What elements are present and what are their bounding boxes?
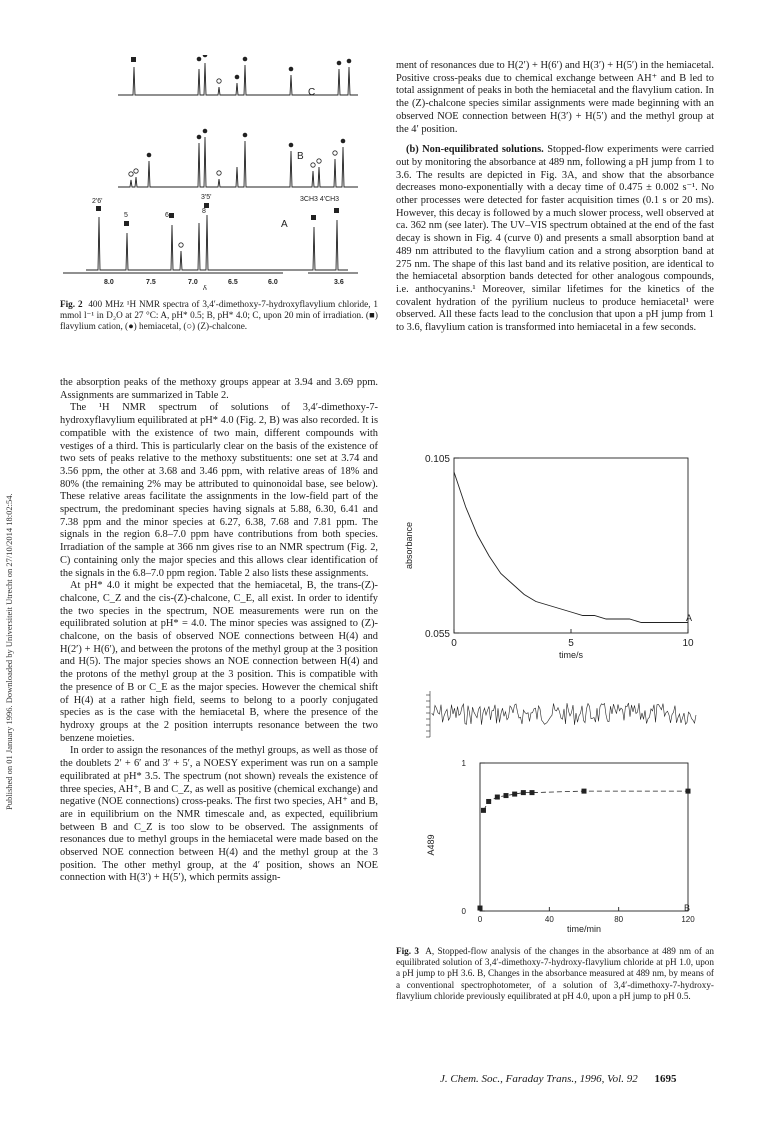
chalcone-marker [129,172,133,176]
left-paragraph-1: the absorption peaks of the methoxy groups appear at 3.94 and 3.69 ppm. Assignments are summarized in Table 2. [60,377,378,401]
tick-7-0: 7.0 [188,279,198,286]
figure-2-label: Fig. 2 [60,299,83,309]
y-axis-label: A489 [426,834,436,856]
tick-6-0: 6.0 [268,279,278,286]
data-point [478,906,483,911]
peak-label-2-6: 2'6' [92,198,103,205]
y-tick-label: 0.055 [424,629,450,640]
journal-citation: J. Chem. Soc., Faraday Trans., 1996, Vol. 92 [440,1073,638,1085]
right-paragraph-2: Stopped-flow experiments were carried out by monitoring the absorbance at 489 nm, following a pH jump from 1 to 3.6. The results are depicted in Fig. 3A, and show that the absorbance decreases mono-exponentially with a decay time of 0.475 ± 0.002 s⁻¹. No other processes were detected for faster acquisition times (0.1 s or 20 ms). However, this decay is followed by a much slower process, well observed at ca. 362 nm (see later). The UV–VIS spectrum obtained at the end of the fast decay is shown in Fig. 4 (curve 0) and presents a small absorption band at 489 nm attributed to the flavylium cation and a strong absorption band at 275 nm. The shape of this last band and its relative position, are identical to the hemiacetal absorption bands detected for other analogous compounds, i.e. anthocyanins.¹ Moreover, similar lifetimes for the kinetics of the covalent hydration of the pyrilium nucleus to produce hemiacetal¹ were observed. All these facts lead to the conclusion that upon a pH jump from 1 to 3.6, flavylium cation is transformed into hemiacetal in a few seconds. [396,144,715,334]
chart-3a-svg [396,448,716,678]
peak-label-8: 8 [202,208,206,215]
chart-3a-frame [454,458,688,633]
y-tick-label: 0 [461,907,466,916]
hemiacetal-marker [197,57,202,62]
peak-label-methyl: 3CH3 4'CH3 [300,196,340,203]
noise-trace [432,703,696,725]
figure-3a-chart [396,448,716,678]
section-heading-non-equilibrated: (b) Non-equilibrated solutions. [406,144,544,156]
x-tick-label: 40 [544,915,554,924]
peak-label-6: 6 [165,212,169,219]
figure-3-caption [396,946,714,1002]
tick-7-5: 7.5 [146,279,156,286]
cation-marker [131,57,136,62]
figure-3-caption-text: A, Stopped-flow analysis of the changes in the absorbance at 489 nm of an equilibrated solution of 3,4′-dimethoxy-7-hydroxy-flavylium chloride at pH 1.0, upon a pH jump to pH 3.6. B, Changes in the absorbance measured at 489 nm, by means of a conventional spectrophotometer, of a solution of 3,4′-dimethoxy-7-hydroxy-flavylium chloride previously equilibrated at pH 4.0, upon a pH jump to pH 0.5. [396,946,714,1001]
x-axis-label: time/min [566,924,602,934]
nmr-spectra-svg [58,55,378,290]
left-paragraph-4: In order to assign the resonances of the methyl groups, as well as those of the doublets 2′ + 6′ and 3′ + 5′, a NOESY experiment was run on a sample equilibrated at pH* 3.5. The spectrum (not shown) reveals the existence of three species, AH⁺, B and C_Z, as well as positive (chemical exchange) and negative (NOE connections) cross-peaks. The first two species, AH⁺ and B, are in equilibrium on the NMR timescale and, as expected, equilibrium between B and C_Z is too slow to be observed. The assignments of resonances due to methyl groups in the hemiacetal were made based on the observed NOE connection between H(4) and the methyl group at the 3 position. The other methyl group, at the 4′ position, shows an NOE connection with H(3′) + H(5′), which permits assign- [60,745,378,884]
left-paragraph-2: The ¹H NMR spectrum of solutions of 3,4′-dimethoxy-7-hydroxyflavylium equilibrated at pH* 4.0 (Fig. 2, B) was also recorded. It is compatible with the existence of two main, different compounds with vestiges of a third. This is particularly clear on the basis of the existence of two sets of peaks relative to the methoxy substituents: one set at 3.74 and 3.56 ppm, the other at 3.68 and 3.46 ppm, with relative areas of 18% and 80% (the remaining 2% may be attributed to quinonoidal base, see below). These relative areas facilitate the assignments in the low-field part of the spectrum, the predominant species having signals at 5.88, 6.30, 6.41 and 7.38 ppm and the minor species at 6.27, 6.38, 7.68 and 7.81 ppm. The signals in the region 6.8–7.0 ppm have contributions from both species. Irradiation of the sample at 366 nm gives rise to an NMR spectrum (Fig. 2, C) containing only the major species and this allows clear identification of the signals in the 6.8–7.0 ppm region. Table 2 also lists these assignments. [60,402,378,579]
panel-label-b: B [684,903,691,913]
y-axis-label: absorbance [404,521,414,570]
page-footer [440,1073,676,1085]
tick-3-6: 3.6 [334,279,344,286]
x-tick-label: 0 [477,915,483,924]
trace-label-c: C [308,87,316,98]
tick-8-0: 8.0 [104,279,114,286]
x-axis-label: time/s [558,650,584,660]
left-column-text [60,377,378,885]
chart-3b-frame [480,763,691,913]
x-tick-label: 80 [614,915,624,924]
trace-label-b: B [297,151,304,162]
trace-b [118,137,358,187]
download-notice [4,160,16,810]
y-tick-label: 1 [461,759,466,768]
right-paragraph-1: ment of resonances due to H(2′) + H(6′) and H(3′) + H(5′) in the hemiacetal. Positive cross-peaks due to chemical exchange between AH⁺ and B led to total assignment of peaks in both the hemiacetal and the flavylium cation. In the (Z)-chalcone species similar assignments were made beginning with an observed NOE connection between H(3′) + H(5′) and the methyl group at the 4′ position. [396,60,714,135]
page-number: 1695 [654,1073,677,1085]
tick-6-5: 6.5 [228,279,238,286]
stopped-flow-noise-inset [426,691,696,737]
trace-label-a: A [281,219,288,230]
x-tick-label: 0 [451,638,457,649]
x-tick-label: 120 [681,915,695,924]
delta-axis-label: δ [203,284,207,290]
left-paragraph-3: At pH* 4.0 it might be expected that the hemiacetal, B, the trans-(Z)-chalcone, C_Z and the cis-(Z)-chalcone, C_E, all exist. In order to identify the two species in the spectrum, NOE measurements were run on the equilibrated solution at pH* = 4.0. The minor species was assigned to (Z)-chalcone, on the basis of observed NOE connections between H(4) and H(2′) + H(6′), and between the protons of the methyl group at the 3 position and H(5). The major species shows an NOE connection between H(4) and the protons of the methyl group at the 3 position. This is compatible with the presence of B or C_E as the major species. However the chemical shift of H(4) at a rather high field, seems to belong to a poorly conjugated species as is the case with the hemiacetal B, where the presence of the hydroxy groups at the 2 position interrupts resonance between the two benzene moieties. [60,580,378,744]
figure-3b-chart [396,685,716,940]
peak-label-3-5: 3'5' [201,194,212,201]
peak-label-5: 5 [124,212,128,219]
figure-2-nmr [58,55,378,290]
chart-3a-series-line [454,472,688,623]
x-tick-label: 10 [682,638,694,649]
right-column-text [396,60,714,335]
chart-3b-svg [396,685,716,940]
x-tick-label: 5 [568,638,574,649]
download-notice-text: Published on 01 January 1996. Downloaded by Universiteit Utrecht on 27/10/2014 18:02:54. [4,493,14,810]
figure-2-caption [60,299,378,333]
y-tick-label: 0.105 [424,454,450,465]
figure-2-caption-text: 400 MHz ¹H NMR spectra of 3,4′-dimethoxy-7-hydroxyflavylium chloride, 1 mmol l⁻¹ in D₂O at 27 °C: A, pH* 0.5; B, pH* 4.0; C, upon 20 min of irradiation. (■) flavylium cation, (●) hemiacetal, (○) (Z)-chalcone. [60,299,378,332]
figure-3-label: Fig. 3 [396,946,420,956]
panel-label-a: A [686,613,693,623]
